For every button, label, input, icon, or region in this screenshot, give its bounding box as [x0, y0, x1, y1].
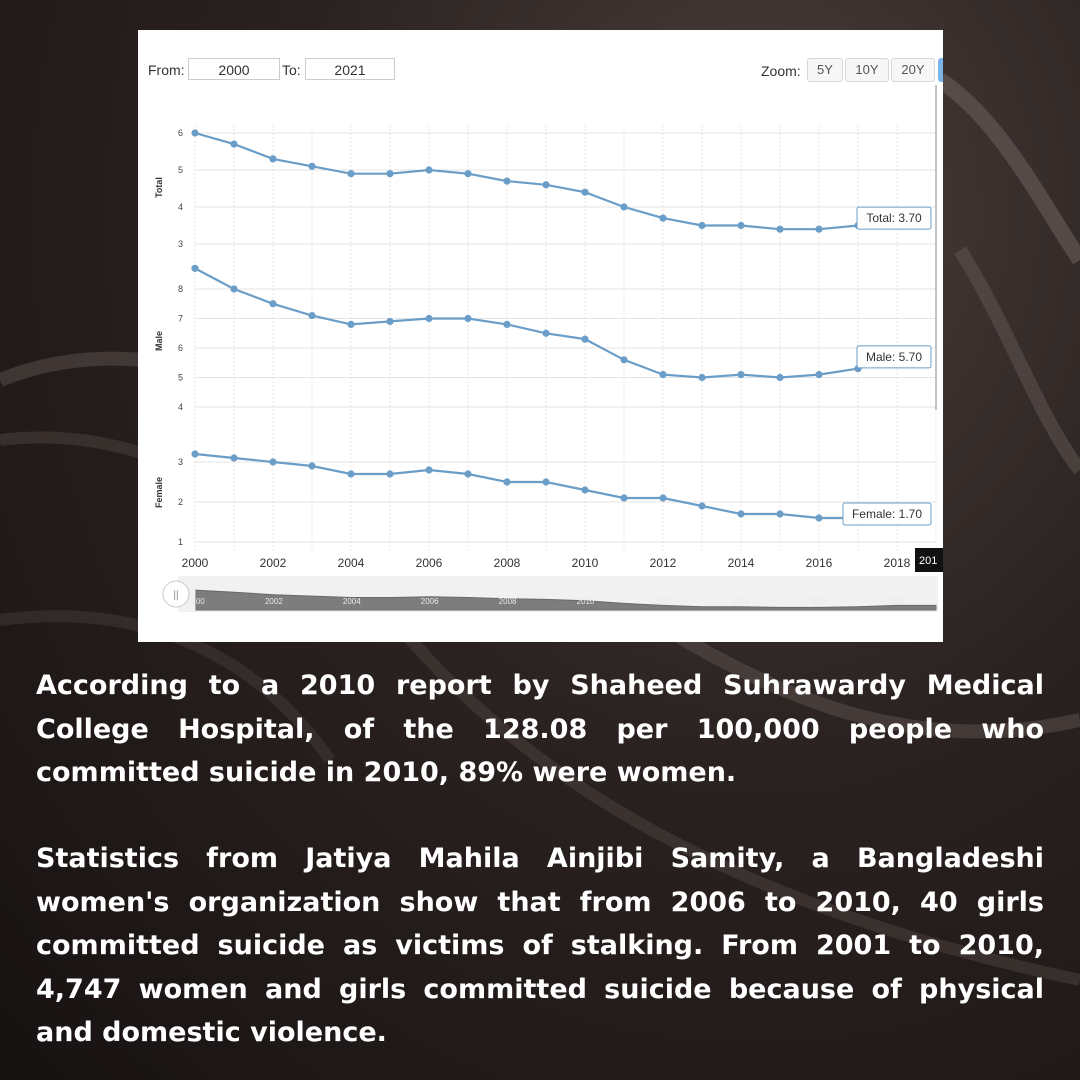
y-tick-label: 3	[177, 457, 183, 467]
line-chart	[138, 30, 943, 642]
data-point-female	[737, 510, 744, 517]
data-point-male	[191, 265, 198, 272]
data-point-female	[230, 454, 237, 461]
data-point-female	[464, 470, 471, 477]
navigator-tick-label: 2002	[264, 597, 283, 606]
x-tick-label: 2000	[181, 556, 209, 570]
data-point-male	[425, 315, 432, 322]
x-tick-label: 2018	[883, 556, 911, 570]
data-point-female	[815, 514, 822, 521]
data-point-male	[776, 374, 783, 381]
zoom-5y-button[interactable]: 5Y	[807, 58, 843, 82]
navigator-handle-grip: ||	[173, 590, 179, 601]
y-tick-label: 7	[177, 313, 183, 324]
navigator-tick-label: 2014	[732, 597, 751, 606]
panel-label-female: Female	[154, 476, 164, 509]
data-point-male	[347, 321, 354, 328]
data-point-female	[425, 466, 432, 473]
data-point-female	[776, 510, 783, 517]
data-point-total	[269, 155, 276, 162]
to-label: To:	[282, 62, 301, 78]
data-point-male	[581, 336, 588, 343]
from-date-input[interactable]: 2000	[188, 58, 280, 80]
data-point-total	[191, 129, 198, 136]
to-date-input[interactable]: 2021	[305, 58, 395, 80]
data-point-total	[542, 181, 549, 188]
data-point-male	[737, 371, 744, 378]
data-point-total	[698, 222, 705, 229]
data-point-male	[269, 300, 276, 307]
data-point-male	[542, 330, 549, 337]
y-tick-label: 4	[177, 202, 183, 212]
navigator-tick-label: 2012	[654, 597, 673, 606]
data-point-male	[698, 374, 705, 381]
x-tick-label: 2012	[649, 556, 677, 570]
y-tick-label: 4	[177, 402, 183, 412]
tooltip-text-male: Male: 5.70	[865, 349, 923, 364]
navigator-tick-label: 2006	[420, 597, 439, 606]
data-point-female	[269, 458, 276, 465]
data-point-female	[308, 462, 315, 469]
navigator-tick-label: 2018	[888, 597, 906, 606]
zoom-10y-button[interactable]: 10Y	[845, 58, 889, 82]
data-point-female	[542, 478, 549, 485]
caption-paragraph-1: According to a 2010 report by Shaheed Suhrawardy Medical College Hospital, of the 128.08 per 100,000 people who committed suicide in 2010, 89% were women.	[36, 670, 1044, 788]
data-point-male	[386, 318, 393, 325]
data-point-female	[698, 502, 705, 509]
data-point-total	[386, 170, 393, 177]
data-point-male	[620, 356, 627, 363]
data-point-female	[620, 494, 627, 501]
navigator-tick-label: 2004	[342, 597, 361, 606]
data-point-total	[620, 203, 627, 210]
data-point-total	[425, 166, 432, 173]
y-tick-label: 6	[177, 343, 183, 353]
y-tick-label: 1	[177, 537, 183, 547]
y-tick-label: 6	[177, 128, 183, 138]
x-tick-label: 2016	[805, 556, 833, 570]
y-tick-label: 5	[177, 165, 183, 175]
x-tick-label: 2004	[337, 556, 365, 570]
y-tick-label: 5	[177, 372, 183, 383]
navigator-tick-label: 000	[191, 597, 205, 606]
y-tick-label: 2	[177, 497, 183, 507]
caption-paragraph-2: Statistics from Jatiya Mahila Ainjibi Samity, a Bangladeshi women's organization show that from 2006 to 2010, 40 girls committed suicide as victims of stalking. From 2001 to 2010, 4,747 women and girls committed suicide because of physical and domestic violence.	[36, 843, 1044, 1048]
y-tick-label: 8	[177, 284, 183, 294]
data-point-male	[815, 371, 822, 378]
data-point-total	[581, 189, 588, 196]
data-point-female	[581, 486, 588, 493]
x-tick-label: 2010	[571, 556, 599, 570]
data-point-male	[659, 371, 666, 378]
y-tick-label: 3	[177, 239, 183, 249]
chart-card	[138, 30, 943, 642]
data-point-female	[191, 450, 198, 457]
data-point-total	[776, 226, 783, 233]
navigator-tick-label: 2008	[498, 597, 517, 606]
data-point-total	[464, 170, 471, 177]
zoom-label: Zoom:	[761, 63, 801, 79]
data-point-female	[503, 478, 510, 485]
data-point-total	[659, 215, 666, 222]
tooltip-text-total: Total: 3.70	[866, 211, 922, 226]
data-point-male	[230, 285, 237, 292]
data-point-male	[503, 321, 510, 328]
data-point-female	[659, 494, 666, 501]
data-point-total	[347, 170, 354, 177]
data-point-female	[347, 470, 354, 477]
data-point-total	[308, 163, 315, 170]
x-tick-label: 2002	[259, 556, 287, 570]
x-tick-label: 2008	[493, 556, 521, 570]
navigator-tick-label: 2010	[576, 597, 595, 606]
x-tick-label: 2014	[727, 556, 755, 570]
from-label: From:	[148, 62, 185, 78]
data-point-total	[230, 141, 237, 148]
panel-label-total: Total	[154, 177, 164, 198]
x-tick-label: 2006	[415, 556, 443, 570]
data-point-female	[386, 470, 393, 477]
data-point-total	[737, 222, 744, 229]
data-point-male	[464, 315, 471, 322]
data-point-total	[503, 178, 510, 185]
tooltip-text-female: Female: 1.70	[851, 507, 923, 521]
data-point-male	[308, 312, 315, 319]
data-point-total	[815, 226, 822, 233]
zoom-20y-button[interactable]: 20Y	[891, 58, 935, 82]
x-end-label: 201	[919, 555, 938, 567]
panel-label-male: Male	[154, 330, 164, 352]
navigator-tick-label: 2016	[810, 597, 829, 606]
